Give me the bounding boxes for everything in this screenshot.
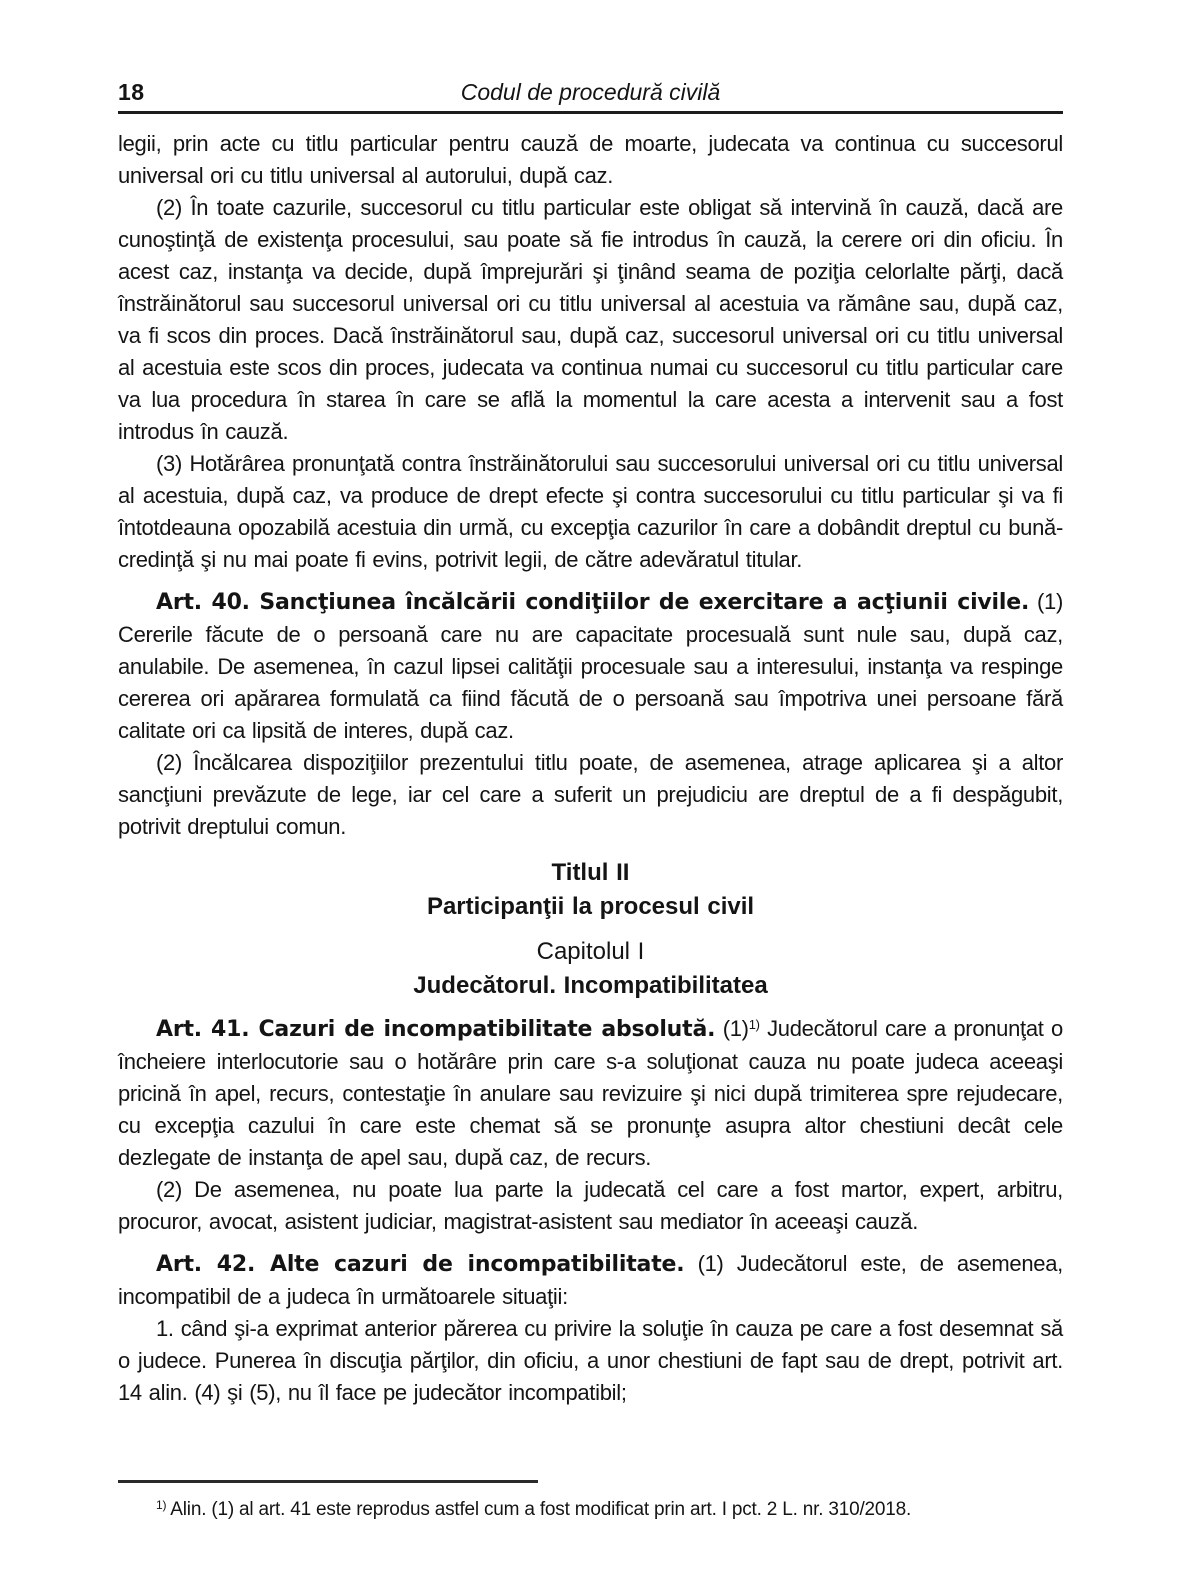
footnote-marker: 1)	[156, 1498, 167, 1512]
text-segment: Capitolul I	[536, 938, 645, 965]
text-segment: Judecătorul. Incompatibilitatea	[413, 972, 768, 999]
text-segment: (1) Cererile făcute de o persoană care nu are capacitate procesuală sunt nule sau, după caz, anulabile. De asemenea, în cazul lipsei calităţii procesuale sau a interesului, instanţa va respinge cererea ori apărarea formulată ca fiind făcută de o persoană sau împotriva unei persoane fără calitate ori ca lipsită de interes, după caz.	[118, 589, 1063, 743]
page-body	[118, 128, 1063, 1409]
article-label: Art. 41. Cazuri de incompatibilitate absolută.	[156, 1017, 716, 1042]
text-segment: (1)	[715, 1016, 749, 1041]
footnote-text: Alin. (1) al art. 41 este reprodus astfel cum a fost modificat prin art. I pct. 2 L. nr. 310/2018.	[166, 1499, 912, 1520]
article-42	[118, 1248, 1063, 1313]
para-alin-3	[118, 448, 1063, 576]
text-segment: (2) Încălcarea dispoziţiilor prezentului titlu poate, de asemenea, atrage aplicarea şi a altor sancţiuni prevăzute de lege, iar cel care a suferit un prejudiciu are dreptul de a fi despăgubit, potrivit dreptului comun.	[118, 750, 1063, 839]
text-segment: Titlul II	[551, 859, 630, 886]
running-title: Codul de procedură civilă	[460, 79, 721, 105]
para-41-alin-2	[118, 1174, 1063, 1238]
text-segment: (2) În toate cazurile, succesorul cu titlu particular este obligat să intervină în cauză, dacă are cunoştinţă de existenţa procesului, sau poate să fie introdus în cauză, la cerere ori din oficiu. În acest caz, instanţa va decide, după împrejurări şi ţinând seama de poziţia celorlalte părţi, dacă înstrăinătorul sau succesorul universal ori cu titlu universal al acestuia va rămâne sau, după caz, va fi scos din proces. Dacă înstrăinătorul sau, după caz, succesorul universal ori cu titlu universal al acestuia este scos din proces, judecata va continua numai cu succesorul cu titlu particular care va lua procedura în starea în care se află la momentul la care acesta a intervenit sau a fost introdus în cauză.	[118, 195, 1063, 444]
footnote-reference: 1)	[748, 1017, 760, 1032]
para-40-alin-2	[118, 747, 1063, 843]
article-label: Art. 42. Alte cazuri de incompatibilitate.	[156, 1252, 685, 1277]
article-41	[118, 1013, 1063, 1174]
heading-capitolul-i	[118, 935, 1063, 969]
text-segment: legii, prin acte cu titlu particular pentru cauză de moarte, judecata va continua cu succesorul universal ori cu titlu universal al autorului, după caz.	[118, 131, 1063, 188]
text-segment: 1. când şi-a exprimat anterior părerea cu privire la soluţie în cauza pe care a fost desemnat să o judece. Punerea în discuţia părţilor, din oficiu, a unor chestiuni de fapt sau de drept, potrivit art. 14 alin. (4) şi (5), nu îl face pe judecător incompatibil;	[118, 1316, 1063, 1405]
text-segment: Judecătorul care a pronunţat o încheiere interlocutorie sau o hotărâre prin care s-a soluţionat cauza nu poate judeca aceeaşi pricină în apel, recurs, contestaţie în anulare sau revizuire şi nici după trimiterea spre rejudecare, cu excepţia cazului în care este chemat să se pronunţe asupra altor chestiuni decât cele dezlegate de instanţa de apel sau, după caz, de recurs.	[118, 1016, 1063, 1170]
running-header	[118, 76, 1063, 106]
article-label: Art. 40. Sancţiunea încălcării condiţiilor de exercitare a acţiunii civile.	[156, 590, 1030, 615]
heading-judecatorul	[118, 969, 1063, 1003]
text-segment: (1) Judecătorul este, de asemenea, incompatibil de a judeca în următoarele situaţii:	[118, 1251, 1063, 1309]
heading-participantii	[118, 890, 1063, 924]
item-42-1	[118, 1313, 1063, 1409]
heading-titlul-ii	[118, 856, 1063, 890]
text-segment: Participanţii la procesul civil	[426, 893, 755, 920]
header-rule	[118, 111, 1063, 114]
footnote	[118, 1497, 1063, 1523]
text-segment: (3) Hotărârea pronunţată contra înstrăinătorului sau succesorului universal ori cu titlu universal al acestuia, după caz, va produce de drept efecte şi contra succesorului cu titlu particular şi va fi întotdeauna opozabilă acestuia din urmă, cu excepţia cazurilor în care a dobândit dreptul cu bună-credinţă şi nu mai poate fi evins, potrivit legii, de către adevăratul titular.	[118, 451, 1063, 572]
text-segment: (2) De asemenea, nu poate lua parte la judecată cel care a fost martor, expert, arbitru, procuror, avocat, asistent judiciar, magistrat-asistent sau mediator în aceeaşi cauză.	[118, 1177, 1063, 1234]
footnote-rule	[118, 1480, 538, 1483]
footnote-section	[118, 1480, 1063, 1523]
page-number: 18	[118, 79, 145, 105]
para-alin-2	[118, 192, 1063, 448]
para-continuation	[118, 128, 1063, 192]
article-40	[118, 586, 1063, 747]
